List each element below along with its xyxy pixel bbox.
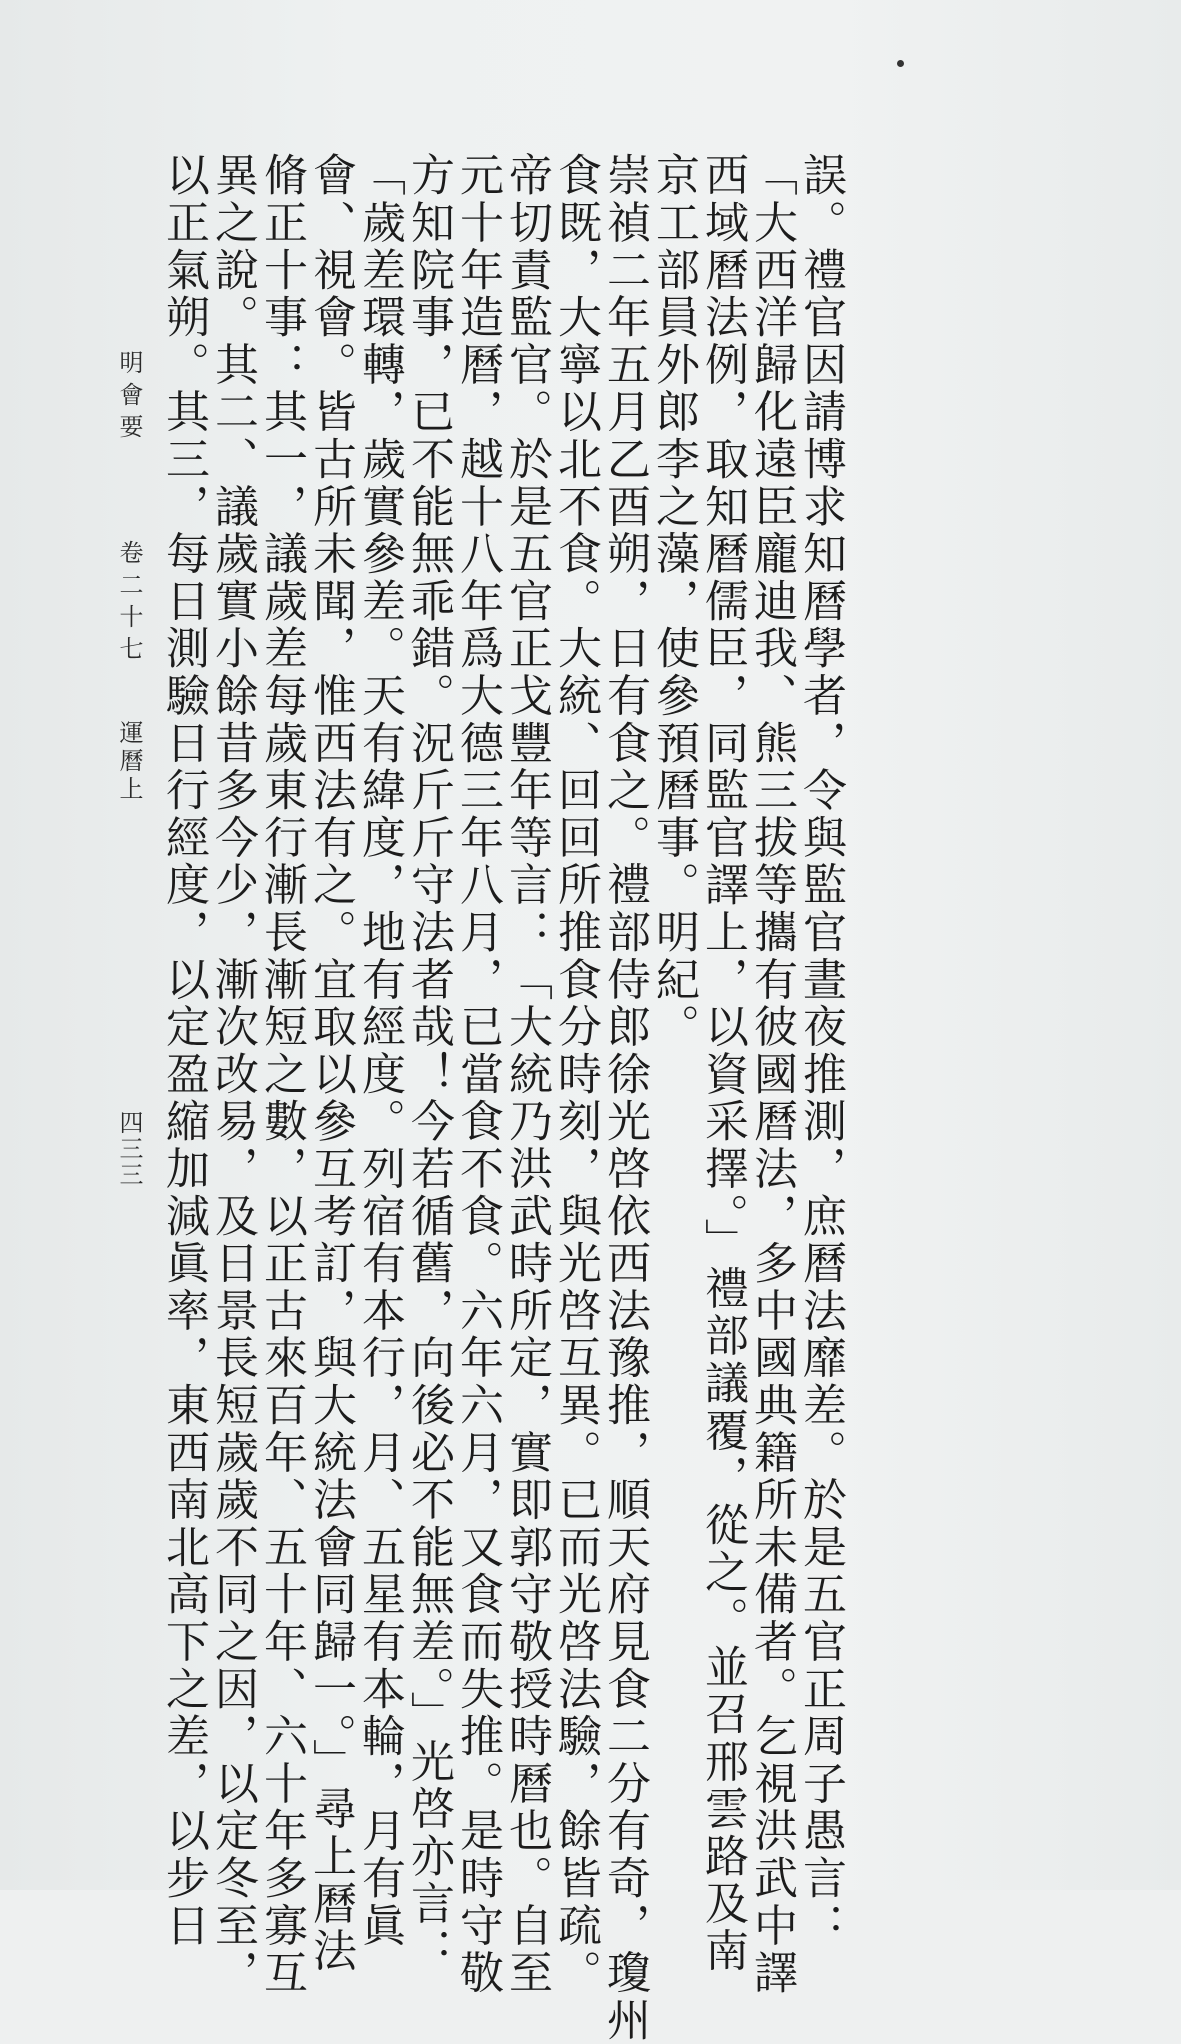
page-number: 四三三 xyxy=(115,1110,143,1188)
text-column-11: 會、視會。皆古所未聞，惟西法有之。宜取以參互考訂，與大統法會同歸一。」尋上曆法 xyxy=(305,152,356,1975)
section-label: 運曆上 xyxy=(115,720,143,804)
text-column-7: 帝切責監官。於是五官正戈豐年等言：「大統乃洪武時所定，實即郭守敬授時曆也。自至 xyxy=(501,152,552,1997)
text-column-2: 「大西洋歸化遠臣龐迪我、熊三拔等攜有彼國曆法，多中國典籍所未備者。乞視洪武中譯 xyxy=(746,152,797,1997)
text-column-3: 西域曆法例，取知曆儒臣，同監官譯上，以資采擇。」禮部議覆，從之。並召邢雲路及南 xyxy=(697,152,748,1975)
volume-label: 卷二十七 xyxy=(115,540,143,668)
ink-speck xyxy=(897,60,904,67)
book-title: 明會要 xyxy=(115,350,143,446)
text-column-1: 誤。禮官因請博求知曆學者，令與監官晝夜推測，庶曆法靡差。於是五官正周子愚言： xyxy=(795,152,846,1950)
text-column-4: 京工部員外郎李之藻，使參預曆事。明紀。 xyxy=(648,152,699,1051)
text-column-6: 食既，大寧以北不食。大統、回回所推食分時刻，與光啓互異。已而光啓法驗，餘皆疏。 xyxy=(550,152,601,1997)
text-column-12: 脩正十事：其一，議歲差每歲東行漸長漸短之數，以正古來百年、五十年、六十年多寡互 xyxy=(256,152,307,1997)
text-column-8: 元十年造曆，越十八年爲大德三年八月，已當食不食。六年六月，又食而失推。是時守敬 xyxy=(452,152,503,1997)
text-column-9: 方知院事，已不能無乖錯。況斤斤守法者哉！今若循舊，向後必不能無差。」光啓亦言： xyxy=(403,152,454,1975)
text-column-10: 「歲差環轉，歲實參差。天有緯度，地有經度。列宿有本行，月、五星有本輪，月有眞 xyxy=(354,152,405,1950)
text-column-13: 異之說。其二、議歲實小餘昔多今少，漸次改易，及日景長短歲歲不同之因，以定冬至， xyxy=(207,152,258,1997)
text-column-14: 以正氣朔。其三，每日測驗日行經度，以定盈縮加減眞率，東西南北高下之差，以步日 xyxy=(158,152,209,1950)
text-column-5: 崇禎二年五月乙酉朔，日有食之。禮部侍郎徐光啓依西法豫推，順天府見食二分有奇，瓊州 xyxy=(599,152,650,2044)
